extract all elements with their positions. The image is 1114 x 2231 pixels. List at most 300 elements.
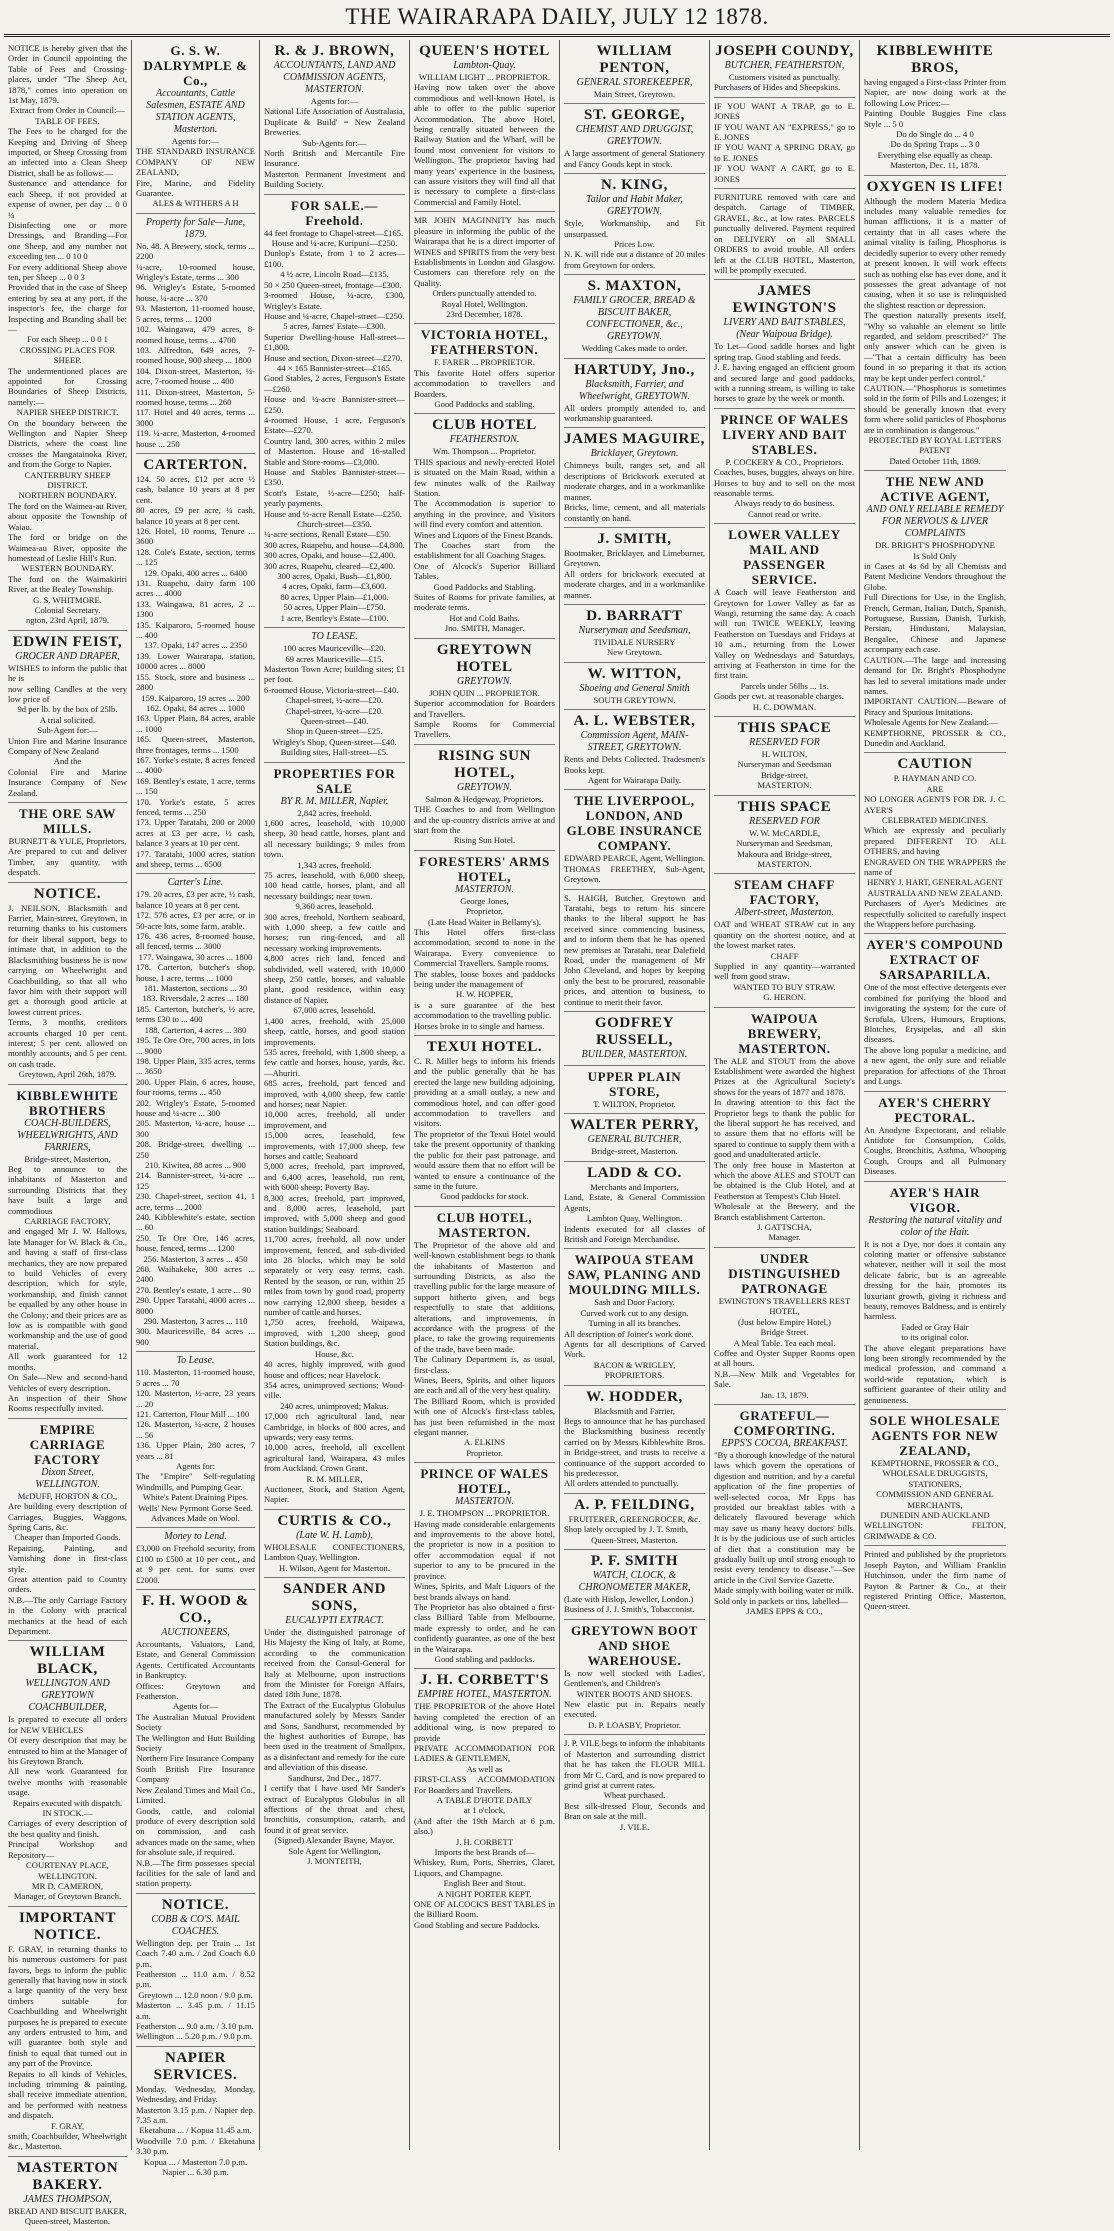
advertisement xyxy=(136,1528,255,1590)
ad-text-line: 93. Masterton, 11-roomed house, 5 acres, terms ... 1200 xyxy=(136,303,255,324)
ad-text-line: Beg to announce to the inhabitants of Masterton and surrounding Districts that they have built a large and commodious xyxy=(8,1163,127,1216)
ad-text-line: Suites of Rooms for private families, at moderate terms. xyxy=(414,592,555,613)
ad-text-line: Sash and Door Factory. xyxy=(594,1297,675,1308)
newspaper-column-3 xyxy=(260,40,410,2150)
advertisement xyxy=(564,790,705,889)
ad-text-line: The Australian Mutual Provident Society xyxy=(136,1711,255,1733)
ad-text-line: MASTERTON. xyxy=(757,858,812,869)
ad-subheading: RESERVED FOR xyxy=(749,737,820,749)
newspaper-column-1 xyxy=(4,40,132,2227)
ad-heading: SOLE WHOLESALE AGENTS FOR NEW ZEALAND, xyxy=(869,1413,1001,1459)
ad-text-line: White's Patent Draining Pipes. xyxy=(142,1492,249,1503)
ad-text-line: 133. Waingawa, 81 acres, 2 ... 1300 xyxy=(136,598,255,620)
ad-text-line: 117. Hotel and 40 acres, terms ... 3000 xyxy=(136,407,255,428)
ad-text-line: ngton, 23rd April, 1879. xyxy=(25,615,110,626)
advertisement xyxy=(264,763,405,1510)
ad-text-line: 162. Opaki, 84 acres ... 1000 xyxy=(146,702,245,713)
ad-text-line: G. HERON. xyxy=(763,992,806,1003)
ad-text-line: NOTICE is hereby given that the Order in Council appointing the Table of Fees and Crossing-places, under "The Sheep Act, 1878," comes into operation on 1st May, 1879. xyxy=(8,43,127,106)
ad-text-line: 230. Chapel-street, section 41, 1 acre, terms ... 2000 xyxy=(136,1191,255,1212)
ad-text-line: Is now well stocked with Ladies', Gentlemen's, and Children's xyxy=(564,1667,705,1689)
ad-subheading: GREYTOWN. xyxy=(456,675,513,687)
ad-text-line: Great attention paid to Country orders. xyxy=(8,1573,127,1595)
ad-text-line: South British Fire Insurance Company xyxy=(136,1763,255,1785)
ad-text-line: Wellington ... 5.20 p.m. / 9.0 p.m. xyxy=(136,2031,253,2042)
ad-text-line: The ford on the Waimakiriri River, at the Bealey Township. xyxy=(8,573,127,595)
ad-heading: GREYTOWN BOOT AND SHOE WAREHOUSE. xyxy=(570,1622,699,1668)
ad-text-line: Fire, Marine, and Fidelity Guarantee. xyxy=(136,177,255,199)
ad-text-line: BURNETT & YULE, Proprietors, xyxy=(8,836,127,847)
ad-text-line: 120. Masterton, ½-acre, 23 years ... 20 xyxy=(136,1388,255,1409)
ad-text-line: The ford or bridge on the Waimea-au River, opposite the homestead of Leslie Hill's Run. xyxy=(8,532,127,563)
advertisement xyxy=(564,1249,705,1385)
ad-text-line: ENGRAVED ON THE WRAPPERS the name of xyxy=(864,856,1006,877)
ad-heading: CAUTION xyxy=(897,756,973,773)
ad-text-line: The Culinary Department is, as usual, first-class. xyxy=(414,1354,555,1375)
ad-text-line: ARE xyxy=(926,783,944,794)
ad-text-line: CHAFF xyxy=(770,950,799,961)
advertisement xyxy=(136,1894,255,2047)
ad-subheading: GENERAL BUTCHER, xyxy=(587,1134,682,1146)
ad-text-line: 535 acres, freehold, with 1,800 sheep, a few cattle and horses, house, yards, &c.—Ahuriri. xyxy=(264,1046,405,1078)
advertisement xyxy=(264,1578,405,1870)
ad-text-line: Chapel-street, ½-acre—£20. xyxy=(285,695,384,706)
ad-text-line: 44 × 165 Bannister-street—£165. xyxy=(277,362,392,373)
ad-text-line: As well as xyxy=(466,1763,503,1774)
ad-subheading: WELLINGTON AND GREYTOWN COACHBUILDER, xyxy=(25,1678,110,1714)
advertisement xyxy=(414,639,555,745)
advertisement xyxy=(714,1008,855,1248)
ad-text-line: Best silk-dressed Flour, Seconds and Bran on sale at the mill. xyxy=(564,1800,705,1822)
ad-subheading: Property for Sale—June, 1879. xyxy=(145,216,246,240)
ad-text-line: Masterton ... 3.45 p.m. / 11.15 a.m. xyxy=(136,2000,255,2021)
ad-text-line: Queen-Street, Masterton. xyxy=(591,1534,678,1545)
ad-heading: R. & J. BROWN, xyxy=(274,43,395,59)
advertisement xyxy=(714,717,855,796)
ad-text-line: 354 acres, unimproved sections; Wood-ville. xyxy=(264,1379,405,1401)
ad-text-line: CELEBRATED MEDICINES. xyxy=(882,814,988,825)
ad-text-line: 260. Waihakeke, 300 acres ... 2400 xyxy=(136,1264,255,1285)
ad-text-line: House and ¼-acre, Kuripuni—£250. xyxy=(271,238,398,249)
ad-heading: SANDER AND SONS, xyxy=(282,1581,387,1614)
ad-text-line: 80 acres, Upper Plain—£1,000. xyxy=(280,591,389,602)
ad-heading: STEAM CHAFF FACTORY, xyxy=(734,877,835,908)
ad-text-line: Is Sold Only xyxy=(913,550,957,561)
ad-subheading: Restoring the natural vitality and color of the Hair. xyxy=(868,1214,1002,1238)
ad-heading: HARTUDY, Jno., xyxy=(574,361,695,378)
advertisement xyxy=(864,40,1006,176)
ad-text-line: (And after the 19th March at 6 p.m. also.) xyxy=(414,1815,555,1837)
ad-subheading: (Late W. H. Lamb), xyxy=(296,1529,373,1541)
ad-text-line: Offices: Greytown and Featherston. xyxy=(136,1680,255,1702)
advertisement xyxy=(714,1405,855,1621)
ad-heading: MASTERTON BAKERY. xyxy=(16,2159,119,2193)
ad-text-line: The Proprietor has also obtained a first-class Billiard Table from Melbourne, made expressly to order, and he can confidently guarantee, as one of the best in the Wairarapa. xyxy=(414,1601,555,1654)
ad-text-line: Church-street—£350. xyxy=(297,519,372,530)
ad-text-line: J. MONTEITH, xyxy=(307,1855,362,1866)
ad-text-line: 200. Upper Plain, 6 acres, house, four rooms, terms ... 450 xyxy=(136,1076,255,1098)
ad-text-line: Sustenance and attendance for each Sheep, if not provided at expense of owner, per day ... 0 0 ¼ xyxy=(8,178,127,220)
advertisement xyxy=(564,1012,705,1066)
ad-text-line: H. W. HOPPER, xyxy=(455,989,514,1000)
ad-subheading: ACCOUNTANTS, LAND AND COMMISSION AGENTS, MASTERTON. xyxy=(273,60,396,95)
ad-text-line: 6-roomed House, Victoria-street—£40. xyxy=(264,684,399,695)
ad-text-line: The ford on the Waimea-au River, about opposite the Township of Waiau. xyxy=(8,500,127,532)
advertisement xyxy=(864,753,1006,934)
ad-subheading: Shoeing and General Smith xyxy=(579,682,690,694)
ad-subheading: Albert-street, Masterton. xyxy=(735,907,834,919)
ad-text-line: 169. Bentley's estate, 1 acre, terms ... 150 xyxy=(136,775,255,797)
ad-text-line: Woodville 7.0 p.m. / Eketahuna 3.30 p.m. xyxy=(136,2135,255,2157)
ad-text-line: Greytown ... 12.0 noon / 9.0 p.m. xyxy=(138,1989,253,2000)
ad-text-line: One of the most effective detergents ever combined for purifying the blood and invigorating the system; for the cure of Scrofula, Ulcers, Humours, Eruptions, Blotches, Erysipelas, and all skin diseases. xyxy=(864,982,1006,1045)
ad-text-line: The Extract of the Eucalyptus Globulus manufactured solely by Messrs Sander and Sons, Sandhurst, recommended by the highest authorities of Europe, has been used in the treatment of Smallpox, as a disinfectant and remedy for the cure and alleviation of this disease. xyxy=(264,1699,405,1773)
ad-text-line: COMMISSION AND GENERAL MERCHANTS, xyxy=(876,1489,994,1510)
ad-text-line: 5 acres, Jarnes' Estate—£300. xyxy=(283,321,386,332)
ad-text-line: (Late with Hislop, Jeweller, London.) xyxy=(564,1594,694,1605)
advertisement xyxy=(714,874,855,1007)
advertisement xyxy=(414,324,555,414)
ad-heading: CLUB HOTEL xyxy=(432,417,537,434)
ad-text-line: 165. Queen-street, Masterton, three frontages, terms ... 1500 xyxy=(136,734,255,755)
ad-text-line: The Coaches start from the establishment for all Coaching Stages. xyxy=(414,540,555,561)
ad-text-line: 9,360 acres, leasehold. xyxy=(295,901,374,912)
ad-text-line: Agents for all descriptions of Carved Work. xyxy=(564,1338,705,1360)
ad-heading: TEXUI HOTEL. xyxy=(426,1039,543,1056)
ad-text-line: BACON & WRIGLEY, PROPRIETORS. xyxy=(593,1359,676,1381)
advertisement xyxy=(864,471,1006,753)
advertisement xyxy=(264,195,405,628)
ad-text-line: Building sites, Hall-street—£5. xyxy=(280,747,389,758)
ad-heading: FOR SALE.—Freehold. xyxy=(291,197,378,228)
ad-text-line: Horses to buy and to sell on the most reasonable terms. xyxy=(714,477,855,498)
ad-text-line: 103. Alfredton, 649 acres, 7-roomed house, 900 sheep ... 1800 xyxy=(136,344,255,366)
advertisement xyxy=(414,40,555,212)
ad-text-line: 131. Ruapehu, dairy farm 100 acres ... 4000 xyxy=(136,578,255,599)
advertisement xyxy=(714,796,855,875)
advertisement xyxy=(564,605,705,663)
advertisement xyxy=(564,1620,705,1735)
ad-text-line: OAT and WHEAT STRAW cut in any quantity on the shortest notice, and at the lowest market rates. xyxy=(714,919,855,951)
ad-text-line: Good stabling and paddocks. xyxy=(434,1653,535,1664)
ad-text-line: Imports the best Brands of— xyxy=(434,1847,535,1858)
ad-text-line: 50 × 250 Queen-street, frontage—£300. xyxy=(264,279,402,290)
advertisement xyxy=(564,1550,705,1620)
ad-subheading: Nurseryman and Seedsman, xyxy=(578,624,691,636)
ad-text-line: 685 acres, freehold, part fenced and improved, with 4,000 sheep, few cattle and horses; near Napier. xyxy=(264,1078,405,1109)
advertisement xyxy=(714,189,855,280)
ad-text-line: Wines, Spirits, and Malt Liquors of the best brands always on hand. xyxy=(414,1581,555,1602)
ad-text-line: ¼-acre sections, Renall Estate—£50. xyxy=(264,529,391,540)
ad-text-line: THE STANDARD INSURANCE COMPANY OF NEW ZEALAND, xyxy=(136,146,255,178)
ad-text-line: 2,842 acres, freehold. xyxy=(297,807,372,818)
ad-text-line: Is prepared to execute all orders for NEW VEHICLES xyxy=(8,1714,127,1735)
ad-text-line: All orders attended to punctually. xyxy=(564,1478,679,1489)
ad-heading: N. KING, xyxy=(601,177,668,194)
ad-heading: PRINCE OF WALES LIVERY AND BAIT STABLES. xyxy=(720,411,849,457)
ad-text-line: Under the distinguished patronage of His Majesty the King of Italy, at Rome, according to the communication received from the Consul-General for Italy at Melbourne, upon instructions from the Minister for Foreign Affairs, dated 18th June, 1878. xyxy=(264,1627,405,1700)
ad-text-line: Bridge-street, Masterton. xyxy=(591,1146,678,1157)
ad-subheading: CHEMIST AND DRUGGIST, GREYTOWN. xyxy=(575,124,694,148)
ad-text-line: The stables, loose boxes and paddocks being under the management of xyxy=(414,968,555,989)
ad-text-line: Wines, Beers, Spirits, and other liquors are each and all of the very best quality. xyxy=(414,1375,555,1396)
ad-text-line: "By a thorough knowledge of the natural laws which govern the operations of digestion and nutrition, and by a careful application of the fine properties of well-selected cocoa, Mr Epps has provided our breakfast tables with a delicately flavoured beverage which may save us many heavy doctors' bills. It is by the judicious use of such articles of diet that a constitution may be gradually built up until strong enough to resist every tendency to disease."—See article in the Civil Service Gazette. xyxy=(714,1449,855,1585)
ad-text-line: Featherston ... 9.0 a.m. / 3.10 p.m. xyxy=(136,2021,254,2031)
ad-text-line: IF YOU WANT A TRAP, go to E. JONES xyxy=(714,100,855,122)
ad-text-line: Jan. 13, 1879. xyxy=(760,1389,809,1400)
ad-subheading: Accountants, Cattle Salesmen, ESTATE AND STATION AGENTS, Masterton. xyxy=(146,88,245,135)
advertisement xyxy=(414,1669,555,1934)
ad-text-line: Having now taken over the above commodious and well-known Hotel, is able to offer to the public superior Accommodation. The above Hotel, being centrally situated between the Railway Station and the Wharf, will be found most convenient for visitors to Wellington. The proprietor having had many years' experience in the business, can assure visitors they will find all that is necessary to complete a first-class Commercial and Family Hotel. xyxy=(414,82,555,207)
ad-text-line: 240 acres, unimproved; Makus. xyxy=(280,1400,389,1411)
ad-text-line: P. HAYMAN AND CO. xyxy=(893,773,977,784)
masthead-rule xyxy=(4,34,1110,37)
ad-text-line: Provided that in the case of Sheep entering by sea at any port, if the inspector's fee, the charge for Inspecting and Branding shall be:— xyxy=(8,282,127,334)
advertisement xyxy=(564,1066,705,1114)
ad-heading: D. BARRATT xyxy=(586,607,683,624)
advertisement xyxy=(564,359,705,429)
ad-subheading: GENERAL STOREKEEPER, xyxy=(576,77,693,88)
ad-text-line: Repairing, Painting, and Varnishing done in first-class style. xyxy=(8,1542,127,1574)
ad-text-line: MASTERTON. xyxy=(757,780,812,791)
ad-text-line: Monday, Wednesday, Monday, Wednesday, and Friday. xyxy=(136,2083,255,2105)
ad-text-line: Queen-street—£40. xyxy=(300,715,369,726)
ad-text-line: PRIVATE ACCOMMODATION FOR LADIES & GENTLEMEN, xyxy=(414,1742,555,1764)
ad-text-line: 214. Bannister-street, ¼-acre ... 125 xyxy=(136,1170,255,1191)
ad-heading: WAIPOUA BREWERY, MASTERTON. xyxy=(738,1010,831,1056)
ad-text-line: Repairs executed with dispatch. xyxy=(12,1797,123,1808)
ad-text-line: Style, Workmanship, and Fit unsurpassed. xyxy=(564,218,705,239)
ad-subheading: EPPS'S COCOA, BREAKFAST. xyxy=(721,1437,848,1449)
ad-text-line: On Sale—New and second-hand Vehicles of every description. xyxy=(8,1372,127,1393)
ad-text-line: H. WILTON, xyxy=(761,749,808,760)
ad-text-line: and engaged Mr J. W. Hallows, late Manager for W. Black & Co., and having a staff of first-class mechanics, they are now prepared to build Vehicles of every description, which for style, workmanship, and finish cannot be equalled by any other house in the Colony; and their prices are as low as is compatible with good workmanship and the use of good material. xyxy=(8,1226,127,1351)
ad-text-line: 300 acres, Ruapehu, cleared—£2,400. xyxy=(264,560,396,571)
ad-subheading: Tailor and Habit Maker, GREYTOWN. xyxy=(586,194,683,218)
ad-text-line: House, &c. xyxy=(315,1348,354,1359)
ad-text-line: KEMPTHORNE, PROSSER & CO., Dunedin and Auckland. xyxy=(864,727,1006,748)
newspaper-column-2 xyxy=(132,40,260,2178)
ad-subheading: TO LEASE. xyxy=(311,631,358,643)
ad-text-line: Jno. SMITH, Manager. xyxy=(444,623,525,634)
advertisement xyxy=(136,2047,255,2182)
ad-text-line: 15,000 acres, leasehold, few improvements, with 17,000 sheep, few horses and cattle; Seaboard xyxy=(264,1130,405,1161)
ad-heading: EMPIRE CARRIAGE FACTORY xyxy=(29,1421,106,1467)
ad-text-line: Main Street, Greytown. xyxy=(593,89,676,99)
ad-text-line: The only free house in Masterton at which the above ALES and STOUT can be obtained is the Club Hotel, and at Featherston at Tempest's Club Hotel. xyxy=(714,1159,855,1201)
ad-text-line: New Greytown. xyxy=(607,647,662,658)
ad-text-line: 300 acres, freehold, Northern seaboard, with 1,000 sheep, a few cattle and horses; run ring-fenced, and all necessary working improvements. xyxy=(264,911,405,953)
ad-heading: JAMES EWINGTON'S xyxy=(732,283,837,317)
ad-text-line: 5,000 acres, freehold, part improved, and 6,400 acres, leasehold, run rent, with 6000 sheep; Poverty Bay. xyxy=(264,1161,405,1193)
ad-text-line: Wholesale Agents for New Zealand:— xyxy=(864,717,998,728)
ad-text-line: in Cases at 4s 6d by all Chemists and Patent Medicine Vendors throughout the Globe. xyxy=(864,561,1006,592)
advertisement xyxy=(564,428,705,527)
ad-text-line: ALES & WITHERS A H xyxy=(152,198,239,209)
ad-text-line: CROSSING PLACES FOR SHEEP. xyxy=(19,344,116,366)
ad-text-line: Cannot read or write. xyxy=(747,508,822,519)
ad-text-line: EDWARD PEARCE, Agent, Wellington. xyxy=(564,853,705,864)
ad-text-line: All work guaranteed for 12 months. xyxy=(8,1351,127,1372)
ad-text-line: KEMPTHORNE, PROSSER & CO., xyxy=(871,1458,999,1469)
ad-subheading: MASTERTON. xyxy=(455,883,514,895)
ad-text-line: Advances Made on Wool. xyxy=(151,1512,240,1523)
ad-text-line: THOMAS FREETHEY, Sub-Agent, Greytown. xyxy=(564,863,705,885)
ad-text-line: 195. Te Ore Ore, 700 acres, in lots ... 9000 xyxy=(136,1035,255,1056)
ad-text-line: N. K. will ride out a distance of 20 miles from Greytown for orders. xyxy=(564,249,705,270)
ad-text-line: 4,800 acres rich land, fenced and subdivided, well watered, with 10,000 sheep, 250 cattle, horses, and valuable plant, good residence, within easy distance of Napier. xyxy=(264,953,405,1005)
ad-text-line: The undermentioned places are appointed for Crossing Boundaries of Sheep Districts, namely:— xyxy=(8,365,127,407)
ad-text-line: The "Empire" Self-regulating Windmills, and Pumping Gear. xyxy=(136,1471,255,1492)
ad-text-line: 129. Opaki, 400 acres ... 6400 xyxy=(143,567,248,578)
ad-text-line: Full Directions for Use, in the English, French, German, Italian, Dutch, Spanish, Portuguese, Russian, Danish, Turkish, Persian, Hindustani, Malaysian, Bengalee, Chinese and Japanese accompany each case. xyxy=(864,592,1006,655)
ad-text-line: 178. Carterton, butcher's shop, house, 1 acre, terms ... 1000 xyxy=(136,962,255,983)
ad-text-line: COURTENAY PLACE, WELLINGTON. xyxy=(26,1860,109,1881)
ad-text-line: Printed and published by the proprietors Joseph Payton, and William Franklin Hutchinson, under the firm name of Payton & Partner & Co., at their registered Printing Office, Masterton, Queen-street. xyxy=(864,1549,1006,1612)
ad-text-line: Extract from Order in Council:— xyxy=(9,105,126,116)
ad-heading: THE LIVERPOOL, LONDON, AND GLOBE INSURANCE COMPANY. xyxy=(566,793,703,854)
ad-text-line: Horses broke in to single and harness. xyxy=(414,1020,545,1031)
ad-text-line: The above long popular a medicine, and a new agent, the only sure and reliable preparation for affections of the Throat and Lungs. xyxy=(864,1044,1006,1087)
ad-text-line: WESTERN BOUNDARY. xyxy=(21,563,114,574)
advertisement xyxy=(564,104,705,174)
ad-text-line: This favorite Hotel offers superior accommodation to travellers and Boarders. xyxy=(414,367,555,399)
ad-text-line: F. GRAY, in returning thanks to his numerous customers for past favors, begs to inform the public generally that having now in stock a large quantity of the very best timbers suitable for Coachbuilding and Wheelwright purposes he is prepared to execute any orders entrusted to him, and will guarantee both style and finish to equal that turned out in any part of the Province. xyxy=(8,1943,127,2069)
ad-text-line: J. H. CORBETT xyxy=(455,1836,514,1847)
ad-text-line: Agents for: xyxy=(176,1460,215,1471)
advertisement xyxy=(564,1114,705,1161)
ad-heading: EDWIN FEIST, xyxy=(12,633,123,650)
advertisement xyxy=(564,710,705,790)
ad-heading: P. F. SMITH xyxy=(590,1553,679,1570)
ad-heading: G. S. W. DALRYMPLE & Co., xyxy=(143,43,248,88)
ad-text-line: Are prepared to cut and deliver Timber, any quantity, with despatch. xyxy=(8,846,127,878)
ad-text-line: 67,000 acres, leasehold. xyxy=(293,1005,376,1016)
ad-text-line: J. E. having engaged an efficient groom and secured large and good paddocks, with a running stream, is willing to take horses to graze by the week or month. xyxy=(714,362,855,404)
ad-text-line: DR. BRIGHT'S PHOSPHODYNE xyxy=(875,540,995,551)
ad-text-line: Rents and Debts Collected. Tradesmen's Books kept. xyxy=(564,754,705,775)
ad-text-line: 119. ¼-acre, Masterton, 4-roomed house ... 250 xyxy=(136,428,255,449)
ad-text-line: 1,750 acres, freehold, Waipawa, improved, with 1,200 sheep, good Station buildings, &c. xyxy=(264,1317,405,1349)
advertisement xyxy=(864,1182,1006,1411)
ad-heading: CURTIS & CO., xyxy=(277,1512,392,1529)
advertisement xyxy=(714,40,855,98)
ad-text-line: ONE OF ALCOCK'S BEST TABLES in the Billiard Room. xyxy=(414,1899,555,1920)
ad-text-line: Land, Estate, & General Commission Agents, xyxy=(564,1192,705,1213)
ad-text-line: Superior Dwelling-house Hall-street—£1,800. xyxy=(264,331,405,353)
ad-text-line: CAUTION.—The large and increasing demand for Dr. Bright's Phosphodyne has led to several imitations made under names. xyxy=(864,654,1006,696)
newspaper-column-4 xyxy=(410,40,560,2150)
newspaper-column-7 xyxy=(860,40,1010,2150)
advertisement xyxy=(414,1207,555,1464)
ad-subheading: FEATHERSTON. xyxy=(449,434,520,446)
ad-text-line: On the boundary between the Wellington and Napier Sheep Districts, where the coast line crosses the Mangatainoka River, and from the Gorge to Napier. xyxy=(8,417,127,470)
ad-text-line: Agents for:— xyxy=(171,136,220,146)
ad-text-line: BREAD AND BISCUIT BAKER, xyxy=(8,2205,127,2216)
ad-text-line: 185. Carterton, butcher's, ½ acre, terms £30 to ... 400 xyxy=(136,1003,255,1025)
ad-text-line: Wm. Thompson ... Proprietor. xyxy=(433,446,536,457)
ad-text-line: Parcels under 56lbs ... 1s. xyxy=(740,680,829,691)
ad-text-line: A. ELKINS xyxy=(463,1437,506,1448)
ad-text-line: 205. Masterton, ¼-acre, house ... 300 xyxy=(136,1118,255,1139)
ad-text-line: 1,600 acres, leasehold, with 10,000 sheep, 30 head cattle, horses, plant and all necessary buildings; 9 miles from town. xyxy=(264,817,405,860)
ad-text-line: House and ¼-acre Bannister-street—£250. xyxy=(264,394,405,415)
ad-text-line: DUNEDIN AND AUCKLAND xyxy=(880,1510,990,1521)
ad-text-line: J. P. VILE begs to inform the inhabitants of Masterton and surrounding district that he has taken the FLOUR MILL from Mr C. Card, and is now prepared to grind grist at current rates. xyxy=(564,1738,705,1790)
ad-text-line: Indents executed for all classes of British and Foreign Merchandise. xyxy=(564,1223,705,1244)
ad-text-line: 69 acres Mauriceville—£15. xyxy=(285,653,384,664)
ad-text-line: Salmon & Hedgeway, Proprietors. xyxy=(425,793,544,804)
advertisement xyxy=(564,528,705,605)
advertisement xyxy=(714,524,855,717)
ad-text-line: Queen-street, Masterton. xyxy=(24,2216,111,2227)
ad-text-line: Featherston ... 11.0 a.m. / 8.52 p.m. xyxy=(136,1968,255,1990)
ad-text-line: Masterton Town Acre; building sites; £1 per foot. xyxy=(264,663,405,685)
ad-text-line: Begs to announce that he has purchased the Blacksmithing business recently carried on by Messrs Kibblewhite Bros. in Bridge-street, and trusts to receive a continuance of the support accorded to his predecessor. xyxy=(564,1415,705,1478)
ad-text-line: R. M. MILLER, xyxy=(306,1473,363,1484)
ad-subheading: EMPIRE HOTEL, MASTERTON. xyxy=(417,1689,552,1701)
advertisement xyxy=(564,40,705,104)
ad-text-line: 250. Te Ore Ore, 146 acres, house, fenced, terms ... 1200 xyxy=(136,1232,255,1254)
ad-text-line: Supplied in any quantity—warranted well from good straw. xyxy=(714,960,855,982)
ad-heading: THIS SPACE xyxy=(737,720,832,737)
advertisement xyxy=(136,1352,255,1528)
ad-text-line: 1,400 acres, freehold, with 25,000 sheep, cattle, horses, and good station improvements. xyxy=(264,1015,405,1047)
ad-text-line: 128. Cole's Estate, section, terms ... 125 xyxy=(136,546,255,568)
ad-subheading: AUCTIONEERS, xyxy=(161,1627,230,1638)
ad-heading: A. P. FEILDING, xyxy=(574,1496,695,1513)
ad-subheading: JAMES THOMPSON, xyxy=(23,2193,112,2205)
ad-subheading: FAMILY GROCER, BREAD & BISCUIT BAKER, CONFECTIONER, &c., GREYTOWN. xyxy=(573,295,696,343)
ad-text-line: Wines and Liquors of the Finest Brands. xyxy=(414,529,553,540)
ad-text-line: £3,000 on Freehold security, from £100 to £500 at 10 per cent., and at 9 per cent. for sums over £2000. xyxy=(136,1543,255,1585)
ad-text-line: Shop in Queen-street—£25. xyxy=(286,726,383,737)
ad-heading: LADD & CO. xyxy=(587,1164,682,1181)
advertisement xyxy=(136,1590,255,1894)
ad-text-line: S. HAIGH, Butcher, Greytown and Taratahi, begs to return his sincere thanks to the liberal support he has received since commencing business, and to inform them that he has opened new premises at Taratahi, near Dalefield Road, under the management of Mr John Cleveland, and hopes by keeping only the best to be procured, reasonable prices, and attention to business, to continue to merit their favor. xyxy=(564,892,705,1007)
ad-subheading: RESERVED FOR xyxy=(749,815,820,827)
ad-text-line: 188. Carterton, 4 acres ... 380 xyxy=(144,1024,247,1035)
ad-text-line: Terms, 3 months, creditors accounts charged 10 per cent. interest; 5 per cent. allowed on monthly accounts, and 5 per cent. on cash trade. xyxy=(8,1017,127,1069)
ad-subheading: To Lease. xyxy=(176,1355,215,1367)
ad-text-line: NO LONGER AGENTS FOR DR. J. C. AYER'S xyxy=(864,794,1006,815)
ad-text-line: Bridge-street, Masterton, xyxy=(24,1153,111,1164)
ad-text-line: Sample Rooms for Commercial Travellers. xyxy=(414,718,555,740)
ad-text-line: 9d per lb. by the box of 25lb. xyxy=(17,704,118,715)
ad-text-line: SOUTH GREYTOWN. xyxy=(593,694,676,705)
ad-heading: THE ORE SAW MILLS. xyxy=(19,806,116,837)
ad-text-line: 198. Upper Plain, 335 acres, terms ... 3650 xyxy=(136,1055,255,1077)
ad-text-line: Curved work cut to any design. xyxy=(580,1307,689,1318)
ad-text-line: Which are expressly and peculiarly prepared DIFFERENT TO ALL OTHERS, and having xyxy=(864,825,1006,857)
ad-text-line: NAPIER SHEEP DISTRICT. xyxy=(16,407,119,418)
ad-subheading: Blacksmith, Farrier, and Wheelwright, GREYTOWN. xyxy=(578,378,691,402)
ad-text-line: Coffee and Oyster Supper Rooms open at all hours. xyxy=(714,1347,855,1369)
ad-subheading: COACH-BUILDERS, WHEELWRIGHTS, AND FARRIERS, xyxy=(17,1117,118,1153)
ad-text-line: Goods per cwt. at reasonable charges. xyxy=(714,691,844,702)
ad-heading: KIBBLEWHITE BROS, xyxy=(876,43,994,76)
ad-text-line: An inspection of their Show Rooms respectfully invited. xyxy=(8,1392,127,1414)
advertisement xyxy=(564,275,705,358)
ad-text-line: 167. Yorke's estate, 8 acres fenced ... 4000 xyxy=(136,754,255,776)
ad-text-line: For each Sheep ... 0 0 1 xyxy=(27,334,108,345)
ad-text-line: IF YOU WANT AN "EXPRESS," go to E. JONES xyxy=(714,121,855,143)
ad-heading: NAPIER SERVICES. xyxy=(153,2049,238,2083)
ad-text-line: It is not a Dye, nor does it contain any coloring matter or offensive substance whatever, neither will it soil the most delicate fabric, but is an agreeable dressing for the hair, promotes its luxuriant growth, giving it richness and beauty, removes Baldness, and is entirely harmless. xyxy=(864,1238,1006,1322)
ad-text-line: Although the modern Materia Medica includes many valuable remedies for human afflictions, it is a matter of certainty that in all cases where the animal vitality is failing, Phosphorus is decidedly superior to every other remedy at present known. It will work effects such as nothing else has ever done, and it possesses the great advantage of not causing, when it so use is relinquished the slightest reaction or depression. xyxy=(864,195,1006,310)
ad-heading: JAMES MAGUIRE, xyxy=(564,431,705,448)
ad-text-line: Orders punctually attended to. xyxy=(432,288,537,299)
